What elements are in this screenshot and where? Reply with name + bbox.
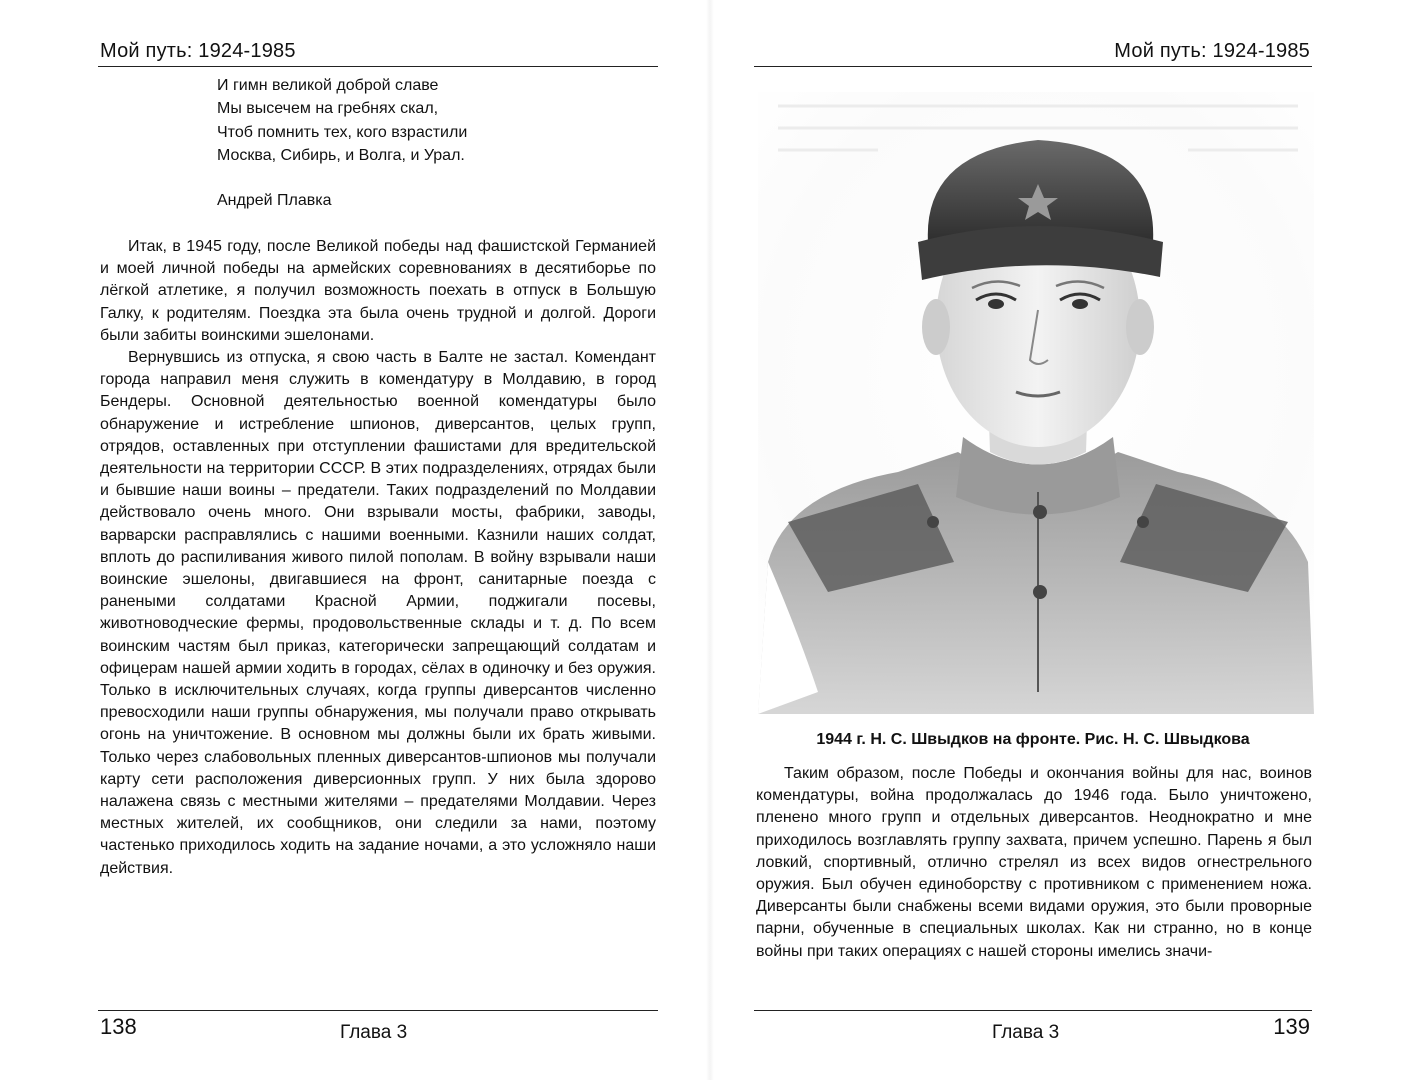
portrait-drawing [758,92,1314,714]
page-number: 139 [1273,1014,1310,1039]
chapter-label: Глава 3 [340,1022,408,1043]
body-text [100,236,656,880]
footer-rule [98,1010,658,1011]
poem-line: Москва, Сибирь, и Волга, и Урал. [217,146,465,164]
running-head: Мой путь: 1924-1985 [100,40,296,62]
poem-line: Чтоб помнить тех, кого взрастили [217,123,468,141]
paragraph: Итак, в 1945 году, после Великой победы над фашистской Германией и моей личной победы на армейских соревнованиях в десятиборье по лёгкой атлетике, я получил возможность поехать в отпуск в Большую Галку, к родителям. Поездка эта была очень трудной и долгой. Дороги были забиты воинскими эшелонами. [100,238,656,344]
running-head: Мой путь: 1924-1985 [1114,40,1310,62]
figure-caption: 1944 г. Н. С. Швыдков на фронте. Рис. Н. С. Швыдкова [816,731,1250,748]
poem-author: Андрей Плавка [217,192,332,210]
right-page [710,0,1420,1080]
header-rule [754,66,1312,67]
page-number: 138 [100,1014,137,1039]
body-text [756,763,1312,963]
footer-rule [754,1010,1312,1011]
chapter-label: Глава 3 [992,1022,1060,1043]
paragraph: Вернувшись из отпуска, я свою часть в Балте не застал. Комендант города направил меня служить в комендатуру в Молдавию, в город Бендеры. Основной деятельностью военной комендатуры было обнаружение и истребление шпионов, диверсантов, целых групп, отрядов, оставленных при отступлении фашистами для вредительской деятельности на территории СССР. В этих подразделениях, отрядах были и бывшие наши воины – предатели. Таких подразделений по Молдавии действовало очень много. Они взрывали мосты, фабрики, заводы, варварски расправлялись с нашими военными. Казнили наших солдат, вплоть до распиливания живого пилой пополам. В войну взрывали наши воинские эшелоны, двигавшиеся на фронт, санитарные поезда с ранеными солдатами Красной Армии, поджигали посевы, животноводческие фермы, продовольственные склады и т. д. По всем воинским частям был приказ, категорически запрещающий солдатам и офицерам нашей армии ходить в городах, сёлах в одиночку и без оружия. Только в исключительных случаях, когда группы диверсантов численно превосходили наши группы обнаружения, мы получали право открывать огонь на уничтожение. В основном мы должны были их брать живыми. Только через слабовольных пленных диверсантов-шпионов мы получали карту сети расположения диверсионных групп. У них была здорово налажена связь с местными жителями – предателями Молдавии. Через местных жителей, их сообщников, они следили за нами, поэтому частенько приходилось ходить на задание ночами, а это усложняло наши действия. [100,349,656,877]
header-rule [98,66,658,67]
epigraph-poem [217,74,467,212]
poem-line: И гимн великой доброй славе [217,77,439,94]
paragraph: Таким образом, после Победы и окончания войны для нас, воинов комендатуры, война продолжалась до 1946 года. Было уничтожено, пленено много групп и отдельных диверсантов. Неоднократно и мне приходилось возглавлять группу захвата, причем успешно. Парень я был ловкий, спортивный, отлично стрелял из всех видов огнестрельного оружия. Был обучен единоборству с противником с применением ножа. Диверсанты были снабжены всеми видами оружия, это были проворные парни, обученные в специальных школах. Как ни странно, но в конце войны при таких операциях с нашей стороны имелись значи- [756,765,1312,960]
poem-line: Мы высечем на гребнях скал, [217,100,439,118]
